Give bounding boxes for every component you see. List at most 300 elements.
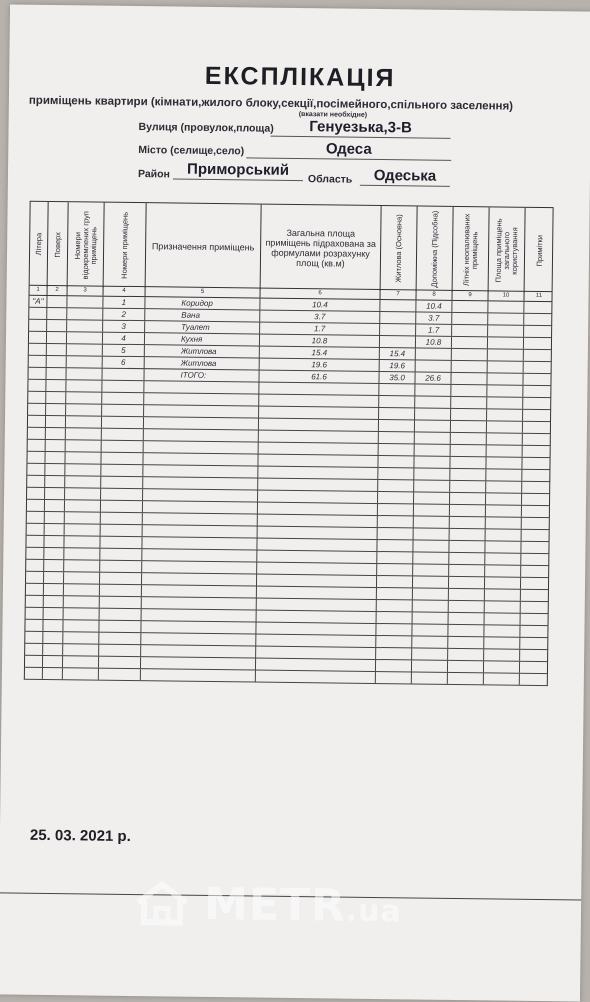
table-cell [44, 548, 64, 559]
table-cell [143, 477, 258, 489]
table-cell [521, 578, 550, 589]
table-cell [414, 516, 450, 527]
table-cell [484, 661, 520, 672]
table-cell [521, 554, 550, 565]
table-cell [99, 633, 141, 645]
table-cell [256, 647, 376, 659]
table-cell [44, 608, 64, 619]
table-cell [66, 416, 102, 427]
table-cell [412, 660, 448, 671]
table-cell [488, 337, 524, 348]
table-cell [485, 601, 521, 612]
column-number-cell: 10 [488, 291, 524, 300]
table-cell [413, 576, 449, 587]
table-cell [524, 338, 553, 349]
table-cell: 3.7 [416, 312, 452, 323]
table-cell [100, 585, 142, 597]
table-cell: 3.7 [260, 311, 380, 323]
table-cell [257, 599, 377, 611]
table-cell [412, 624, 448, 635]
table-cell [449, 589, 485, 600]
table-cell [144, 381, 259, 393]
table-cell [485, 541, 521, 552]
column-number-cell: 1 [30, 286, 48, 295]
table-cell [143, 489, 258, 501]
table-cell [27, 512, 45, 523]
table-cell [380, 324, 416, 335]
table-cell [522, 506, 551, 517]
table-cell [521, 614, 550, 625]
table-cell [378, 492, 414, 503]
header-text: Літера [33, 233, 43, 256]
table-cell [524, 314, 553, 325]
header-text: Примітки [534, 234, 544, 267]
table-cell [44, 584, 64, 595]
column-number-cell: 4 [104, 287, 146, 297]
table-cell [47, 320, 67, 331]
table-cell [376, 672, 412, 683]
table-cell [67, 344, 103, 355]
table-cell [141, 645, 256, 657]
table-cell [378, 516, 414, 527]
table-cell [380, 300, 416, 311]
table-cell [486, 505, 522, 516]
column-number-cell: 3 [68, 286, 104, 295]
table-cell [524, 326, 553, 337]
table-cell [66, 380, 102, 391]
table-cell [258, 491, 378, 503]
house-logo-icon [134, 880, 191, 927]
table-cell [256, 623, 376, 635]
table-cell [45, 488, 65, 499]
table-cell [521, 566, 550, 577]
table-cell [63, 644, 99, 655]
region-value: Одеська [360, 167, 450, 187]
table-cell [523, 386, 552, 397]
table-header-row [29, 201, 554, 292]
table-cell [258, 527, 378, 539]
table-cell [450, 481, 486, 492]
table-cell [141, 633, 256, 645]
table-cell [28, 416, 46, 427]
city-value: Одеса [246, 139, 451, 161]
table-cell [259, 383, 379, 395]
table-cell [415, 420, 451, 431]
table-cell [452, 337, 488, 348]
table-cell [415, 444, 451, 455]
table-cell [26, 572, 44, 583]
table-cell [415, 384, 451, 395]
table-cell [44, 560, 64, 571]
table-cell [258, 503, 378, 515]
table-cell [488, 325, 524, 336]
table-cell [28, 380, 46, 391]
table-cell [484, 637, 520, 648]
table-cell [487, 409, 523, 420]
table-cell [144, 417, 259, 429]
table-cell [451, 433, 487, 444]
table-cell [452, 325, 488, 336]
table-cell [100, 537, 142, 549]
table-cell [413, 552, 449, 563]
table-cell [448, 637, 484, 648]
table-cell [142, 549, 257, 561]
table-cell [43, 632, 63, 643]
table-cell [376, 636, 412, 647]
table-cell [28, 428, 46, 439]
table-cell [412, 648, 448, 659]
table-cell [452, 313, 488, 324]
table-cell [522, 518, 551, 529]
table-cell [379, 444, 415, 455]
table-cell [43, 644, 63, 655]
table-cell [484, 649, 520, 660]
table-cell [520, 650, 549, 661]
table-cell [451, 409, 487, 420]
table-cell [378, 528, 414, 539]
table-cell [102, 381, 144, 393]
header-cell [104, 203, 147, 289]
table-cell: 35.0 [379, 372, 415, 383]
table-cell [413, 588, 449, 599]
header-text: Номери відокремлених груп приміщень [72, 210, 98, 280]
table-cell [484, 625, 520, 636]
table-cell [141, 669, 256, 681]
table-cell [63, 656, 99, 667]
table-cell [100, 597, 142, 609]
district-label: Район [137, 168, 170, 181]
table-cell [377, 612, 413, 623]
table-cell: 10.4 [416, 300, 452, 311]
table-cell [46, 416, 66, 427]
table-cell [46, 404, 66, 415]
table-cell [46, 380, 66, 391]
table-cell [27, 452, 45, 463]
table-cell [451, 421, 487, 432]
table-cell [26, 560, 44, 571]
table-cell [450, 517, 486, 528]
table-cell [63, 668, 99, 679]
table-cell [378, 456, 414, 467]
header-text: Номери приміщень [119, 211, 130, 279]
table-cell [143, 501, 258, 513]
table-cell [64, 536, 100, 547]
table-cell [416, 360, 452, 371]
table-cell [523, 446, 552, 457]
table-cell [449, 577, 485, 588]
document-date: 25. 03. 2021 р. [29, 826, 131, 846]
table-cell [65, 452, 101, 463]
table-cell [65, 500, 101, 511]
header-text: Поверх [52, 231, 62, 258]
table-cell [25, 668, 43, 679]
table-cell [486, 493, 522, 504]
table-cell [67, 332, 103, 343]
table-cell [143, 465, 258, 477]
table-cell: 6 [103, 357, 145, 369]
table-cell: 1.7 [260, 323, 380, 335]
table-cell [451, 373, 487, 384]
table-cell [259, 431, 379, 443]
table-cell [412, 636, 448, 647]
table-cell [414, 492, 450, 503]
header-text: Допоміжна (Підсобна) [429, 210, 440, 288]
table-cell [29, 332, 47, 343]
table-cell [67, 320, 103, 331]
table-cell [451, 397, 487, 408]
table-cell [523, 398, 552, 409]
column-number-cell: 5 [146, 287, 261, 297]
table-cell [377, 600, 413, 611]
table-cell: 10.8 [260, 335, 380, 347]
table-cell [413, 564, 449, 575]
table-cell [488, 301, 524, 312]
table-cell [452, 349, 488, 360]
table-cell [45, 452, 65, 463]
table-cell [101, 489, 143, 501]
column-number-cell: 9 [452, 291, 488, 300]
table-cell [28, 392, 46, 403]
table-cell [488, 313, 524, 324]
table-cell: 61.6 [259, 371, 379, 383]
column-number-cell: 6 [261, 289, 381, 299]
table-cell [46, 428, 66, 439]
table-cell [487, 385, 523, 396]
table-cell [485, 565, 521, 576]
table-cell [29, 356, 47, 367]
table-cell [45, 464, 65, 475]
table-cell [66, 440, 102, 451]
table-cell [27, 500, 45, 511]
table-cell [101, 453, 143, 465]
table-cell [258, 467, 378, 479]
city-label: Місто (селище,село) [138, 144, 245, 158]
table-cell [25, 644, 43, 655]
table-cell [102, 441, 144, 453]
table-cell [142, 537, 257, 549]
table-cell [257, 563, 377, 575]
table-cell [414, 480, 450, 491]
table-cell [412, 672, 448, 683]
table-cell [521, 542, 550, 553]
table-cell [144, 393, 259, 405]
table-cell [448, 649, 484, 660]
table-cell [520, 662, 549, 673]
table-cell [487, 373, 523, 384]
table-cell [450, 529, 486, 540]
table-cell [67, 308, 103, 319]
table-cell [99, 657, 141, 669]
table-cell [101, 477, 143, 489]
table-cell: 4 [103, 333, 145, 345]
watermark-brand: METR [203, 878, 347, 932]
district-value: Приморський [173, 160, 303, 181]
watermark-suffix: .ua [345, 893, 402, 929]
watermark-text [204, 878, 402, 931]
table-cell [259, 407, 379, 419]
table-cell [522, 530, 551, 541]
table-cell [259, 419, 379, 431]
table-cell [102, 417, 144, 429]
table-cell [25, 656, 43, 667]
table-cell [449, 613, 485, 624]
table-cell [377, 564, 413, 575]
subtitle-hint: (вказати необхідне) [298, 111, 368, 119]
table-cell [44, 572, 64, 583]
table-cell: "А" [29, 296, 47, 307]
table-cell [66, 392, 102, 403]
table-cell: 5 [103, 345, 145, 357]
table-cell [46, 392, 66, 403]
table-cell [415, 408, 451, 419]
table-cell [43, 656, 63, 667]
table-cell [257, 539, 377, 551]
table-cell [66, 428, 102, 439]
table-cell [63, 620, 99, 631]
table-cell: Вана [145, 309, 260, 321]
table-cell [487, 421, 523, 432]
table-cell: 1 [103, 297, 145, 309]
header-text: Літніх неопалюваних приміщень [461, 213, 479, 286]
table-cell [378, 480, 414, 491]
table-cell [65, 488, 101, 499]
header-cell [417, 206, 454, 291]
table-cell [100, 609, 142, 621]
table-cell [523, 434, 552, 445]
table-cell [486, 457, 522, 468]
table-cell [144, 429, 259, 441]
table-cell [142, 561, 257, 573]
table-cell [415, 432, 451, 443]
table-cell [45, 524, 65, 535]
table-cell [25, 632, 43, 643]
table-cell [257, 587, 377, 599]
table-cell [522, 458, 551, 469]
table-cell [378, 468, 414, 479]
table-cell [451, 445, 487, 456]
table-cell [142, 597, 257, 609]
table-cell [43, 668, 63, 679]
header-cell [453, 207, 490, 292]
header-text: Призначення приміщень [151, 240, 255, 252]
table-cell [376, 660, 412, 671]
table-cell [44, 536, 64, 547]
table-cell: Кухня [145, 333, 260, 345]
table-cell [377, 576, 413, 587]
table-cell [27, 464, 45, 475]
table-cell [64, 584, 100, 595]
table-cell [377, 552, 413, 563]
table-cell: 15.4 [380, 348, 416, 359]
table-cell [378, 504, 414, 515]
table-cell [64, 608, 100, 619]
table-cell [47, 344, 67, 355]
table-cell [520, 674, 549, 685]
table-cell [101, 513, 143, 525]
column-number-cell: 7 [380, 290, 416, 299]
table-cell [524, 350, 553, 361]
table-cell [414, 468, 450, 479]
table-cell [66, 368, 102, 379]
table-cell [487, 445, 523, 456]
table-cell [488, 349, 524, 360]
table-cell [486, 529, 522, 540]
table-cell [486, 469, 522, 480]
table-cell [449, 601, 485, 612]
table-cell [484, 673, 520, 684]
table-cell [450, 493, 486, 504]
table-cell [377, 540, 413, 551]
table-cell [47, 296, 67, 307]
table-cell [413, 612, 449, 623]
table-cell [258, 515, 378, 527]
table-cell [26, 608, 44, 619]
table-cell [257, 551, 377, 563]
table-cell [449, 541, 485, 552]
document-page [0, 4, 590, 1001]
header-cell [381, 206, 418, 291]
table-cell [47, 308, 67, 319]
table-cell [449, 553, 485, 564]
table-cell: 19.6 [380, 360, 416, 371]
table-cell [99, 621, 141, 633]
table-cell [414, 528, 450, 539]
table-cell [142, 609, 257, 621]
table-cell [523, 374, 552, 385]
table-cell [28, 440, 46, 451]
table-cell [256, 671, 376, 683]
document-title: ЕКСПЛІКАЦІЯ [204, 61, 396, 93]
table-cell [486, 481, 522, 492]
table-cell [143, 453, 258, 465]
table-cell [27, 488, 45, 499]
table-cell [43, 620, 63, 631]
table-cell [144, 441, 259, 453]
column-number-cell: 2 [48, 286, 68, 295]
table-cell [63, 632, 99, 643]
table-cell [521, 590, 550, 601]
header-cell [489, 207, 526, 292]
table-cell [449, 565, 485, 576]
table-cell [486, 517, 522, 528]
table-cell [376, 624, 412, 635]
table-cell [66, 404, 102, 415]
table-cell [47, 356, 67, 367]
table-cell [485, 589, 521, 600]
street-label: Вулиця (провулок,площа) [138, 121, 274, 135]
table-cell [44, 596, 64, 607]
table-cell [380, 312, 416, 323]
table-cell [141, 657, 256, 669]
table-cell [258, 479, 378, 491]
table-cell: Туалет [145, 321, 260, 333]
table-cell [26, 596, 44, 607]
table-cell [45, 512, 65, 523]
table-cell: 19.6 [260, 359, 380, 371]
header-text: Площа приміщень загального користування [493, 217, 519, 283]
table-cell [520, 638, 549, 649]
table-cell [522, 482, 551, 493]
table-cell [26, 584, 44, 595]
column-number-cell: 8 [416, 290, 452, 299]
table-cell: 15.4 [260, 347, 380, 359]
table-cell [259, 443, 379, 455]
table-cell [452, 301, 488, 312]
table-cell [29, 308, 47, 319]
table-cell [450, 505, 486, 516]
table-cell [65, 524, 101, 535]
header-text: Житлова (Основна) [393, 214, 404, 283]
